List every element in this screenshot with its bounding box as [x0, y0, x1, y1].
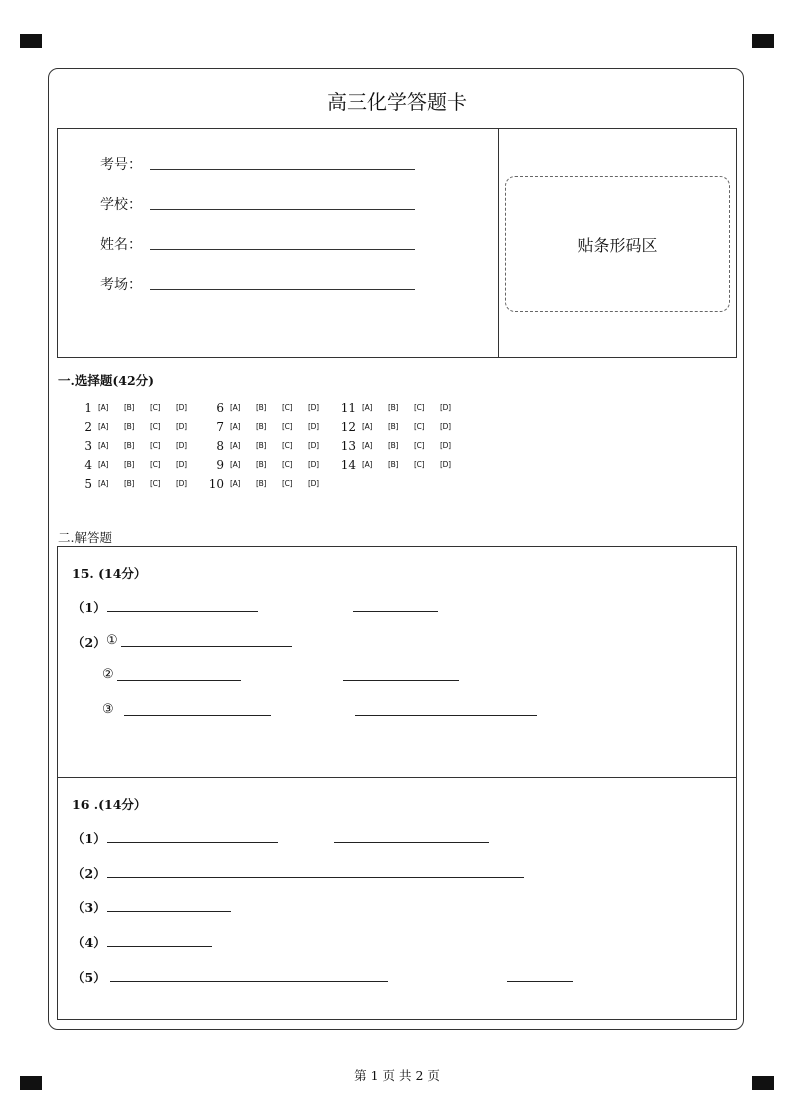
mc-option-bubble[interactable]: [A]	[98, 479, 109, 488]
q15-part1-blank-a[interactable]	[107, 611, 258, 612]
mc-option-bubble[interactable]: [C]	[282, 403, 293, 412]
mc-option-bubble[interactable]: [B]	[388, 460, 399, 469]
mc-option-bubble[interactable]: [D]	[440, 441, 451, 450]
mc-option-bubble[interactable]: [A]	[230, 460, 241, 469]
mc-option-bubble[interactable]: [A]	[230, 441, 241, 450]
mc-option-bubble[interactable]: [D]	[308, 422, 319, 431]
mc-question-number: 13	[340, 439, 356, 453]
mc-option-bubble[interactable]: [A]	[98, 422, 109, 431]
question-16-title: 16 .(14分）	[72, 797, 147, 812]
q15-sub3-blank-b[interactable]	[355, 715, 537, 716]
mc-question-number: 9	[216, 458, 224, 472]
q16-part5-label: （5）	[72, 970, 106, 985]
q15-part2-label: （2）	[72, 635, 106, 650]
mc-option-bubble[interactable]: [C]	[282, 441, 293, 450]
q16-part2-blank[interactable]	[107, 877, 524, 878]
mc-option-bubble[interactable]: [C]	[414, 460, 425, 469]
q16-part3-blank[interactable]	[107, 911, 231, 912]
exam-room-label: 考场：	[100, 277, 142, 293]
mc-question-number: 11	[340, 401, 356, 415]
mc-question-number: 8	[216, 439, 224, 453]
school-field[interactable]	[150, 209, 415, 210]
mc-option-bubble[interactable]: [D]	[176, 403, 187, 412]
q15-part1-label: （1）	[72, 600, 106, 615]
mc-option-bubble[interactable]: [C]	[282, 460, 293, 469]
mc-option-bubble[interactable]: [D]	[308, 403, 319, 412]
mc-option-bubble[interactable]: [B]	[388, 441, 399, 450]
mc-question-number: 12	[340, 420, 356, 434]
mc-option-bubble[interactable]: [A]	[230, 479, 241, 488]
q16-part5-blank-b[interactable]	[507, 981, 573, 982]
question-16-box	[57, 777, 737, 1020]
name-field[interactable]	[150, 249, 415, 250]
q16-part1-blank-b[interactable]	[334, 842, 489, 843]
mc-option-bubble[interactable]: [A]	[98, 460, 109, 469]
mc-option-bubble[interactable]: [A]	[230, 422, 241, 431]
name-label: 姓名：	[100, 237, 142, 253]
mc-option-bubble[interactable]: [B]	[124, 403, 135, 412]
mc-question-number: 4	[84, 458, 92, 472]
school-label: 学校：	[100, 197, 142, 213]
mc-option-bubble[interactable]: [D]	[176, 441, 187, 450]
mc-option-bubble[interactable]: [D]	[176, 460, 187, 469]
q16-part3-label: （3）	[72, 900, 106, 915]
mc-option-bubble[interactable]: [A]	[362, 403, 373, 412]
mc-option-bubble[interactable]: [B]	[124, 441, 135, 450]
mc-option-bubble[interactable]: [A]	[362, 460, 373, 469]
registration-mark-top-right	[752, 34, 774, 48]
section1-title: 一.选择题(42分)	[58, 373, 155, 388]
mc-option-bubble[interactable]: [C]	[150, 403, 161, 412]
mc-option-bubble[interactable]: [B]	[256, 441, 267, 450]
q15-sub1-label: ①	[106, 633, 118, 648]
mc-question-number: 5	[84, 477, 92, 491]
mc-option-bubble[interactable]: [D]	[440, 460, 451, 469]
mc-option-bubble[interactable]: [B]	[256, 479, 267, 488]
mc-option-bubble[interactable]: [A]	[362, 441, 373, 450]
mc-option-bubble[interactable]: [B]	[124, 422, 135, 431]
q15-sub3-label: ③	[102, 702, 114, 717]
mc-option-bubble[interactable]: [D]	[308, 460, 319, 469]
mc-option-bubble[interactable]: [C]	[150, 460, 161, 469]
q16-part4-blank[interactable]	[107, 946, 212, 947]
mc-option-bubble[interactable]: [B]	[124, 479, 135, 488]
mc-option-bubble[interactable]: [D]	[440, 403, 451, 412]
exam-room-field[interactable]	[150, 289, 415, 290]
page-title: 高三化学答题卡	[327, 90, 467, 114]
barcode-area: 贴条形码区	[505, 176, 730, 312]
mc-option-bubble[interactable]: [C]	[414, 422, 425, 431]
mc-option-bubble[interactable]: [C]	[150, 479, 161, 488]
q15-part1-blank-b[interactable]	[353, 611, 438, 612]
mc-option-bubble[interactable]: [D]	[308, 479, 319, 488]
exam-number-field[interactable]	[150, 169, 415, 170]
page-footer: 第 1 页 共 2 页	[354, 1068, 440, 1083]
section2-title: 二.解答题	[58, 530, 112, 545]
mc-option-bubble[interactable]: [B]	[256, 403, 267, 412]
mc-option-bubble[interactable]: [C]	[414, 441, 425, 450]
mc-option-bubble[interactable]: [A]	[98, 441, 109, 450]
q15-sub2-blank-b[interactable]	[343, 680, 459, 681]
mc-option-bubble[interactable]: [A]	[230, 403, 241, 412]
mc-option-bubble[interactable]: [C]	[282, 479, 293, 488]
q16-part1-label: （1）	[72, 831, 106, 846]
registration-mark-top-left	[20, 34, 42, 48]
mc-question-number: 2	[84, 420, 92, 434]
q15-sub1-blank[interactable]	[121, 646, 292, 647]
q16-part4-label: （4）	[72, 935, 106, 950]
mc-option-bubble[interactable]: [D]	[176, 479, 187, 488]
question-15-title: 15. (14分）	[72, 566, 147, 581]
mc-option-bubble[interactable]: [A]	[362, 422, 373, 431]
q15-sub2-label: ②	[102, 667, 114, 682]
mc-option-bubble[interactable]: [C]	[282, 422, 293, 431]
mc-question-number: 1	[84, 401, 92, 415]
mc-option-bubble[interactable]: [B]	[256, 460, 267, 469]
mc-option-bubble[interactable]: [D]	[308, 441, 319, 450]
mc-option-bubble[interactable]: [C]	[150, 422, 161, 431]
mc-option-bubble[interactable]: [B]	[388, 422, 399, 431]
mc-option-bubble[interactable]: [C]	[414, 403, 425, 412]
mc-option-bubble[interactable]: [B]	[256, 422, 267, 431]
question-15-box	[57, 546, 737, 778]
mc-option-bubble[interactable]: [C]	[150, 441, 161, 450]
q16-part5-blank-a[interactable]	[110, 981, 388, 982]
mc-question-number: 6	[216, 401, 224, 415]
q15-sub2-blank-a[interactable]	[117, 680, 241, 681]
mc-question-number: 3	[84, 439, 92, 453]
mc-question-number: 14	[340, 458, 356, 472]
q15-sub3-blank-a[interactable]	[124, 715, 271, 716]
mc-question-number: 7	[216, 420, 224, 434]
exam-number-label: 考号：	[100, 157, 142, 173]
q16-part1-blank-a[interactable]	[107, 842, 278, 843]
mc-option-bubble[interactable]: [D]	[176, 422, 187, 431]
mc-question-number: 10	[208, 477, 224, 491]
mc-option-bubble[interactable]: [B]	[124, 460, 135, 469]
q16-part2-label: （2）	[72, 866, 106, 881]
mc-option-bubble[interactable]: [A]	[98, 403, 109, 412]
mc-option-bubble[interactable]: [B]	[388, 403, 399, 412]
mc-option-bubble[interactable]: [D]	[440, 422, 451, 431]
